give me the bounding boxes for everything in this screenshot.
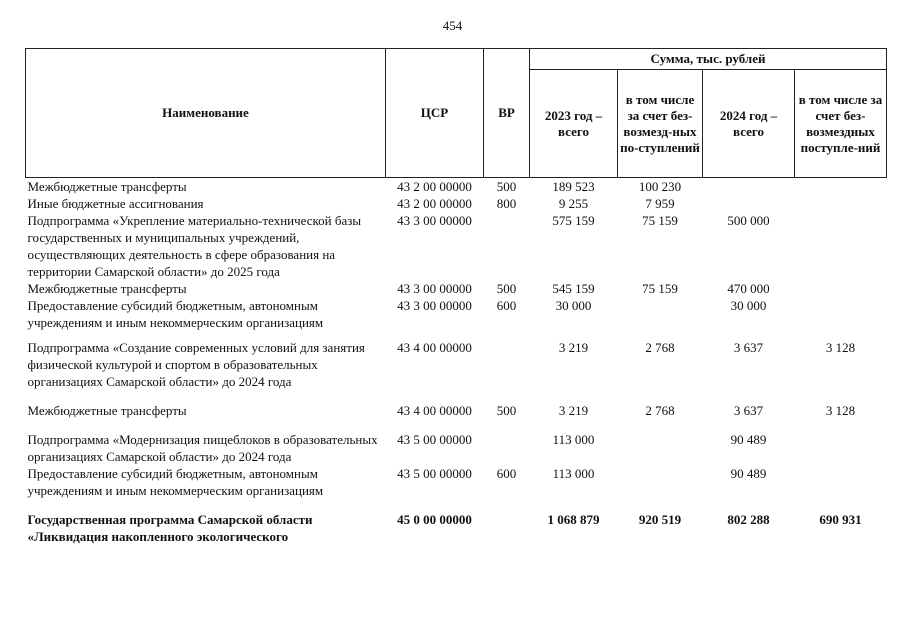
row-2024-free xyxy=(795,195,887,212)
table-row xyxy=(26,465,887,499)
row-2023-free: 920 519 xyxy=(638,512,682,527)
page-number: 454 xyxy=(442,18,463,33)
row-2024-free xyxy=(795,419,887,465)
row-2024-free: 3 128 xyxy=(825,340,856,355)
row-name: Межбюджетные трансферты xyxy=(27,403,187,418)
row-name: Межбюджетные трансферты xyxy=(27,179,187,194)
row-2024-total: 3 637 xyxy=(733,403,764,418)
row-csr: 43 4 00 00000 xyxy=(397,403,472,418)
row-2023-total: 189 523 xyxy=(552,179,595,194)
row-csr: 43 2 00 00000 xyxy=(397,179,472,194)
row-2023-free xyxy=(618,419,703,465)
header-sum: Сумма, тыс. рублей xyxy=(530,49,887,70)
row-2023-free xyxy=(618,465,703,499)
table-row xyxy=(26,499,887,545)
row-vr xyxy=(484,419,530,465)
row-vr xyxy=(484,212,530,280)
header-2023-total: 2023 год – всего xyxy=(530,70,618,178)
row-2024-total: 470 000 xyxy=(727,281,770,296)
row-2023-free: 75 159 xyxy=(642,281,678,296)
row-2024-total xyxy=(703,178,795,196)
row-name: Иные бюджетные ассигнования xyxy=(27,196,204,211)
row-vr: 800 xyxy=(496,196,517,211)
row-2024-total xyxy=(703,195,795,212)
row-2023-total: 113 000 xyxy=(552,432,595,447)
row-name: Подпрограмма «Создание современных условий для занятия физической культурой и спортом в образовательных организациях Самарской области» до 2024 года xyxy=(27,340,365,389)
header-vr: ВР xyxy=(484,49,530,178)
row-2023-free: 75 159 xyxy=(642,213,678,228)
row-2024-free xyxy=(795,280,887,297)
row-2024-total: 90 489 xyxy=(730,466,767,481)
row-2023-total: 30 000 xyxy=(555,298,592,313)
row-vr: 500 xyxy=(496,179,517,194)
row-2024-free: 690 931 xyxy=(819,512,862,527)
row-2023-total: 1 068 879 xyxy=(547,512,600,527)
row-2023-total: 9 255 xyxy=(558,196,589,211)
row-2023-free: 2 768 xyxy=(645,340,675,355)
budget-table xyxy=(25,48,887,545)
row-name: Подпрограмма «Модернизация пищеблоков в образовательных организациях Самарской области» до 2024 года xyxy=(27,432,378,464)
table-row xyxy=(26,195,887,212)
row-2023-total: 545 159 xyxy=(552,281,595,296)
row-csr: 43 3 00 00000 xyxy=(397,281,472,296)
header-name: Наименование xyxy=(26,49,386,178)
row-2024-free xyxy=(795,212,887,280)
row-name: Предоставление субсидий бюджетным, автономным учреждениям и иным некоммерческим организациям xyxy=(27,298,324,330)
row-2024-free: 3 128 xyxy=(825,403,856,418)
table-row xyxy=(26,419,887,465)
row-csr: 45 0 00 00000 xyxy=(397,512,472,527)
table-row xyxy=(26,212,887,280)
row-csr: 43 5 00 00000 xyxy=(397,466,472,481)
row-2024-total: 30 000 xyxy=(730,298,767,313)
row-csr: 43 3 00 00000 xyxy=(397,213,472,228)
row-2023-total: 575 159 xyxy=(552,213,595,228)
table-row xyxy=(26,390,887,419)
row-csr: 43 4 00 00000 xyxy=(397,340,472,355)
row-vr: 500 xyxy=(496,281,517,296)
table-row xyxy=(26,280,887,297)
table-row xyxy=(26,297,887,331)
row-name: Предоставление субсидий бюджетным, автономным учреждениям и иным некоммерческим организациям xyxy=(27,466,324,498)
table-row xyxy=(26,178,887,196)
row-2023-total: 3 219 xyxy=(558,340,589,355)
row-2024-free xyxy=(795,465,887,499)
row-csr: 43 2 00 00000 xyxy=(397,196,472,211)
row-name: Межбюджетные трансферты xyxy=(27,281,187,296)
row-vr: 500 xyxy=(496,403,517,418)
table-row xyxy=(26,331,887,390)
row-2023-free: 7 959 xyxy=(645,196,675,211)
row-csr: 43 3 00 00000 xyxy=(397,298,472,313)
row-vr: 600 xyxy=(496,298,517,313)
row-2024-total: 802 288 xyxy=(727,512,770,527)
row-2023-total: 113 000 xyxy=(552,466,595,481)
header-2024-total: 2024 год – всего xyxy=(703,70,795,178)
row-csr: 43 5 00 00000 xyxy=(397,432,472,447)
row-vr xyxy=(484,331,530,390)
row-vr: 600 xyxy=(496,466,517,481)
row-2024-total: 3 637 xyxy=(733,340,764,355)
row-2023-total: 3 219 xyxy=(558,403,589,418)
header-2024-free: в том числе за счет без-возмездных поступле-ний xyxy=(795,70,887,178)
row-name: Подпрограмма «Укрепление материально-технической базы государственных и муниципальных учреждений, осуществляющих деятельность в сфере образования на территории Самарской области» до 2025 года xyxy=(27,213,362,279)
row-2024-free xyxy=(795,297,887,331)
row-2023-free: 100 230 xyxy=(638,179,682,194)
row-2023-free: 2 768 xyxy=(645,403,675,418)
row-2024-total: 90 489 xyxy=(730,432,767,447)
row-2023-free xyxy=(618,297,703,331)
header-csr: ЦСР xyxy=(386,49,484,178)
row-vr xyxy=(484,499,530,545)
row-2024-free xyxy=(795,178,887,196)
row-2024-total: 500 000 xyxy=(727,213,770,228)
row-name: Государственная программа Самарской области «Ликвидация накопленного экологического xyxy=(27,512,313,544)
header-2023-free: в том числе за счет без-возмезд-ных по-ступлений xyxy=(618,70,703,178)
